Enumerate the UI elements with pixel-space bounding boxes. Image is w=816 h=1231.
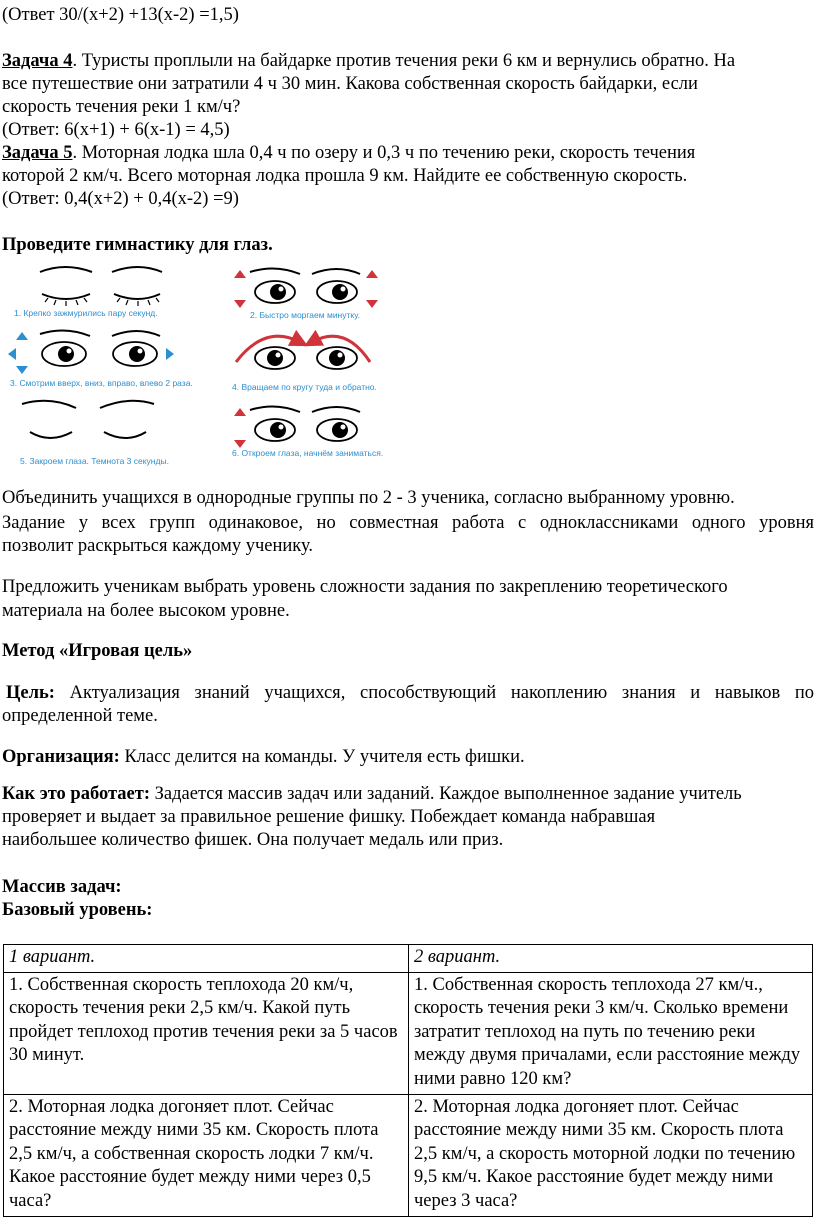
- goal-line1: [2, 681, 814, 705]
- para1-line3: позволит раскрыться каждому ученику.: [2, 536, 314, 556]
- eye-exercise-illustration: [0, 262, 420, 472]
- open-eyes-icon: [234, 406, 360, 448]
- task5-answer: (Ответ: 0,4(x+2) + 0,4(x-2) =9): [2, 189, 239, 209]
- task5-line2: которой 2 км/ч. Всего моторная лодка прошла 9 км. Найдите ее собственную скорость.: [2, 166, 688, 186]
- task4-label: Задача 4: [2, 51, 73, 71]
- answer-task3: (Ответ 30/(x+2) +13(x-2) =1,5): [2, 5, 239, 25]
- caption-1: 1. Крепко зажмурились пару секунд.: [14, 308, 158, 318]
- variant2-header: 2 вариант.: [409, 945, 813, 973]
- caption-6: 6. Откроем глаза, начнём заниматься.: [232, 448, 384, 458]
- blinking-eyes-icon: [234, 268, 378, 308]
- how-line3: наибольшее количество фишек. Она получает медаль или приз.: [2, 830, 504, 850]
- task-cell: 1. Собственная скорость теплохода 27 км/ч., скорость течения реки 3 км/ч. Сколько времени затратит теплоход на путь по течению реки между двумя причалами, если расстояние между ними равно 120 км?: [409, 972, 813, 1094]
- how-line2: проверяет и выдает за правильное решение фишку. Побеждает команда набравшая: [2, 807, 656, 827]
- caption-2: 2. Быстро моргаем минутку.: [250, 310, 360, 320]
- task4-line3: скорость течения реки 1 км/ч?: [2, 97, 241, 117]
- method-title: Метод «Игровая цель»: [2, 641, 193, 661]
- task-cell: 2. Моторная лодка догоняет плот. Сейчас расстояние между ними 35 км. Скорость плота 2,5 км/ч, а собственная скорость лодки 7 км/ч. Какое расстояние будет между ними через 0,5 часа?: [4, 1094, 409, 1216]
- task4-answer: (Ответ: 6(x+1) + 6(x-1) = 4,5): [2, 120, 230, 140]
- caption-3: 3. Смотрим вверх, вниз, вправо, влево 2 раза.: [10, 378, 193, 388]
- variant1-header: 1 вариант.: [4, 945, 409, 973]
- caption-4: 4. Вращаем по кругу туда и обратно.: [232, 382, 377, 392]
- task4-text1: . Туристы проплыли на байдарке против течения реки 6 км и вернулись обратно. На: [72, 51, 736, 71]
- org-text: Класс делится на команды. У учителя есть фишки.: [119, 747, 525, 767]
- para2-line2: материала на более высоком уровне.: [2, 601, 290, 621]
- gymnastics-title: Проведите гимнастику для глаз.: [2, 235, 273, 255]
- how-label: Как это работает:: [2, 784, 150, 804]
- tasks-title: Массив задач:: [2, 877, 122, 897]
- para1-line2: Задание у всех групп одинаковое, но совместная работа с одноклассниками одного уровня: [2, 513, 814, 533]
- how-text: Задается массив задач или заданий. Каждое выполненное задание учитель: [150, 784, 742, 804]
- goal-label: Цель:: [6, 683, 55, 703]
- org-label: Организация:: [2, 747, 120, 767]
- rotate-eyes-icon: [236, 336, 370, 369]
- task4-line2: все путешествие они затратили 4 ч 30 мин. Какова собственная скорость байдарки, если: [2, 74, 698, 94]
- organization: [2, 746, 525, 769]
- how-line1: [2, 783, 742, 806]
- task-cell: 2. Моторная лодка догоняет плот. Сейчас расстояние между ними 35 км. Скорость плота 2,5 км/ч, а скорость моторной лодки по течению 9,5 км/ч. Какое расстояние будет между ними через 3 часа?: [409, 1094, 813, 1216]
- task-cell: 1. Собственная скорость теплохода 20 км/ч, скорость течения реки 2,5 км/ч. Какой путь пройдет теплоход против течения реки за 5 часов 30 минут.: [4, 972, 409, 1094]
- table-header-row: [4, 945, 813, 973]
- goal-text: Актуализация знаний учащихся, способствующий накоплению знания и навыков по: [54, 683, 814, 703]
- closed-eyes-dark-icon: [22, 401, 154, 438]
- task5-line1: [2, 142, 695, 165]
- tasks-table: [3, 944, 813, 1217]
- table-row: [4, 972, 813, 1094]
- para1-line1: Объединить учащихся в однородные группы по 2 - 3 ученика, согласно выбранному уровню.: [2, 488, 735, 508]
- look-directions-icon: [8, 330, 174, 374]
- base-level: Базовый уровень:: [2, 900, 153, 920]
- task4-line1: [2, 50, 735, 73]
- goal-line2: определенной теме.: [2, 706, 158, 726]
- caption-5: 5. Закроем глаза. Темнота 3 секунды.: [20, 456, 169, 466]
- task5-text1: . Моторная лодка шла 0,4 ч по озеру и 0,3 ч по течению реки, скорость течения: [72, 143, 696, 163]
- table-row: [4, 1094, 813, 1216]
- closed-eyes-icon: [40, 267, 162, 306]
- para2-line1: Предложить ученикам выбрать уровень сложности задания по закреплению теоретического: [2, 577, 728, 597]
- task5-label: Задача 5: [2, 143, 73, 163]
